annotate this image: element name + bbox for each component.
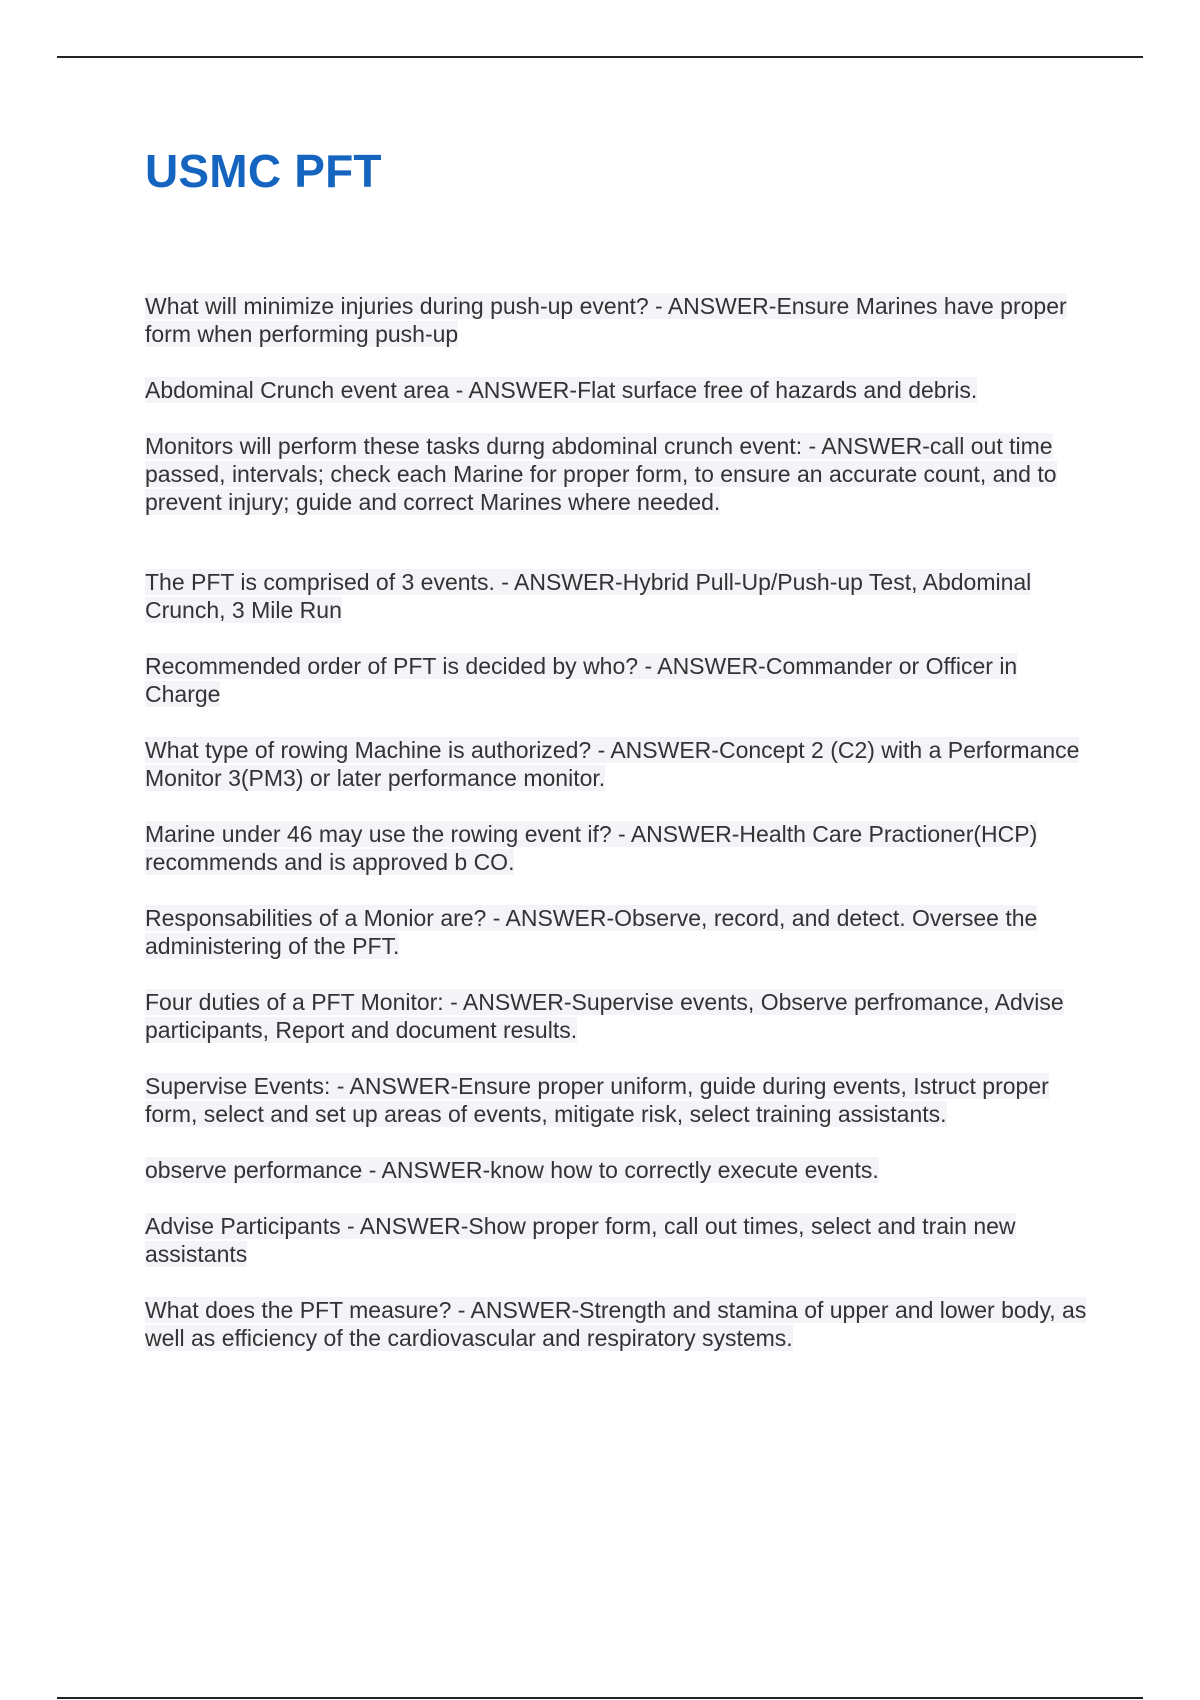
qa-text: Abdominal Crunch event area - ANSWER-Flat surface free of hazards and debris. <box>145 377 978 403</box>
qa-item <box>145 1072 1090 1128</box>
qa-text: The PFT is comprised of 3 events. - ANSWER-Hybrid Pull-Up/Push-up Test, Abdominal Crunch, 3 Mile Run <box>145 569 1032 623</box>
qa-text: Responsabilities of a Monior are? - ANSWER-Observe, record, and detect. Oversee the administering of the PFT. <box>145 905 1038 959</box>
qa-text: Four duties of a PFT Monitor: - ANSWER-Supervise events, Observe perfromance, Advise participants, Report and document results. <box>145 989 1064 1043</box>
qa-text: Supervise Events: - ANSWER-Ensure proper uniform, guide during events, Istruct proper form, select and set up areas of events, mitigate risk, select training assistants. <box>145 1073 1049 1127</box>
qa-text: Marine under 46 may use the rowing event if? - ANSWER-Health Care Practioner(HCP) recommends and is approved b CO. <box>145 821 1038 875</box>
qa-text: Monitors will perform these tasks durng abdominal crunch event: - ANSWER-call out time passed, intervals; check each Marine for proper form, to ensure an accurate count, and to prevent injury; guide and correct Marines where needed. <box>145 433 1057 515</box>
qa-list <box>145 292 1090 1380</box>
qa-item <box>145 1212 1090 1268</box>
qa-text: What will minimize injuries during push-up event? - ANSWER-Ensure Marines have proper form when performing push-up <box>145 293 1067 347</box>
header-rule <box>57 56 1143 58</box>
qa-item <box>145 1296 1090 1352</box>
qa-text: observe performance - ANSWER-know how to correctly execute events. <box>145 1157 879 1183</box>
qa-item <box>145 292 1090 348</box>
qa-item <box>145 736 1090 792</box>
qa-text: Recommended order of PFT is decided by who? - ANSWER-Commander or Officer in Charge <box>145 653 1018 707</box>
qa-item <box>145 568 1090 624</box>
footer-rule <box>57 1697 1143 1699</box>
qa-item <box>145 376 1090 404</box>
qa-item <box>145 1156 1090 1184</box>
document-title: USMC PFT <box>145 145 382 197</box>
qa-item <box>145 904 1090 960</box>
qa-text: What type of rowing Machine is authorized? - ANSWER-Concept 2 (C2) with a Performance Monitor 3(PM3) or later performance monitor. <box>145 737 1080 791</box>
qa-text: What does the PFT measure? - ANSWER-Strength and stamina of upper and lower body, as well as efficiency of the cardiovascular and respiratory systems. <box>145 1297 1087 1351</box>
qa-item <box>145 652 1090 708</box>
qa-item <box>145 988 1090 1044</box>
qa-text: Advise Participants - ANSWER-Show proper form, call out times, select and train new assistants <box>145 1213 1016 1267</box>
qa-item <box>145 820 1090 876</box>
qa-item <box>145 432 1090 516</box>
